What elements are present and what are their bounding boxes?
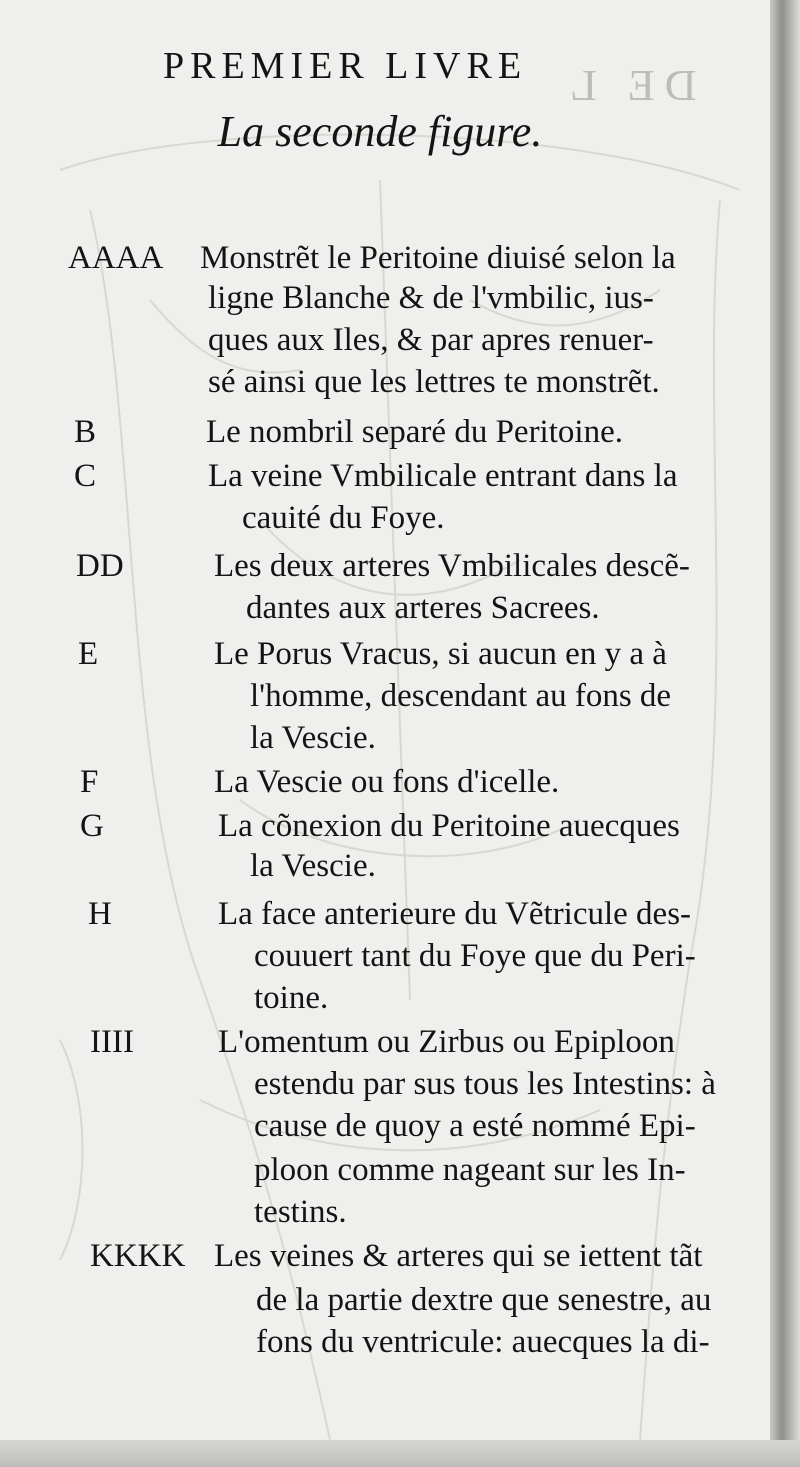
entry-key-aaaa: AAAA — [68, 240, 164, 276]
entry-line: estendu par sus tous les Intestins: à — [254, 1066, 716, 1102]
entry-line: Les deux arteres Vmbilicales descẽ- — [214, 548, 690, 584]
entry-line: Monstrẽt le Peritoine diuisé selon la — [200, 240, 676, 276]
figure-title: La seconde figure. — [217, 107, 543, 156]
page-edge-bottom — [0, 1440, 800, 1467]
entry-line: cause de quoy a esté nommé Epi- — [254, 1108, 696, 1144]
entry-key-kkkk: KKKK — [90, 1238, 186, 1274]
entry-line: ligne Blanche & de l'vmbilic, ius- — [208, 280, 654, 316]
show-through-text: DE L — [560, 61, 697, 110]
entry-line: la Vescie. — [250, 848, 376, 884]
entry-line: sé ainsi que les lettres te monstrẽt. — [208, 364, 660, 400]
entry-line: La face anterieure du Vẽtricule des- — [218, 896, 692, 932]
entry-line: dantes aux arteres Sacrees. — [246, 590, 600, 626]
entry-line: testins. — [254, 1194, 347, 1230]
entry-key-b: B — [74, 414, 97, 450]
entry-line: La veine Vmbilicale entrant dans la — [208, 458, 678, 494]
running-head: PREMIER LIVRE — [162, 45, 528, 87]
entry-line: Les veines & arteres qui se iettent tãt — [214, 1238, 703, 1274]
entry-line: Le nombril separé du Peritoine. — [206, 414, 623, 450]
entry-key-h: H — [88, 896, 112, 932]
entry-line: la Vescie. — [250, 720, 376, 756]
page-edge-right — [770, 0, 800, 1467]
entry-line: cauité du Foye. — [242, 500, 445, 536]
entry-line: L'omentum ou Zirbus ou Epiploon — [218, 1024, 675, 1060]
entry-line: La Vescie ou fons d'icelle. — [214, 764, 560, 800]
entry-key-e: E — [78, 636, 99, 672]
entry-line: fons du ventricule: auecques la di- — [256, 1324, 710, 1360]
entry-line: couuert tant du Foye que du Peri- — [254, 938, 696, 974]
entry-line: l'homme, descendant au fons de — [250, 678, 672, 714]
entry-line: toine. — [254, 980, 329, 1016]
entry-line: ploon comme nageant sur les In- — [254, 1152, 686, 1188]
entry-key-g: G — [80, 808, 104, 844]
entry-line: de la partie dextre que senestre, au — [256, 1282, 712, 1318]
entry-key-f: F — [80, 764, 99, 800]
entry-key-iiii: IIII — [90, 1024, 134, 1060]
entry-key-c: C — [74, 458, 97, 494]
entry-line: ques aux Iles, & par apres renuer- — [208, 322, 654, 358]
entry-line: La cõnexion du Peritoine auecques — [218, 808, 680, 844]
entry-line: Le Porus Vracus, si aucun en y a à — [214, 636, 667, 672]
entry-key-dd: DD — [76, 548, 124, 584]
